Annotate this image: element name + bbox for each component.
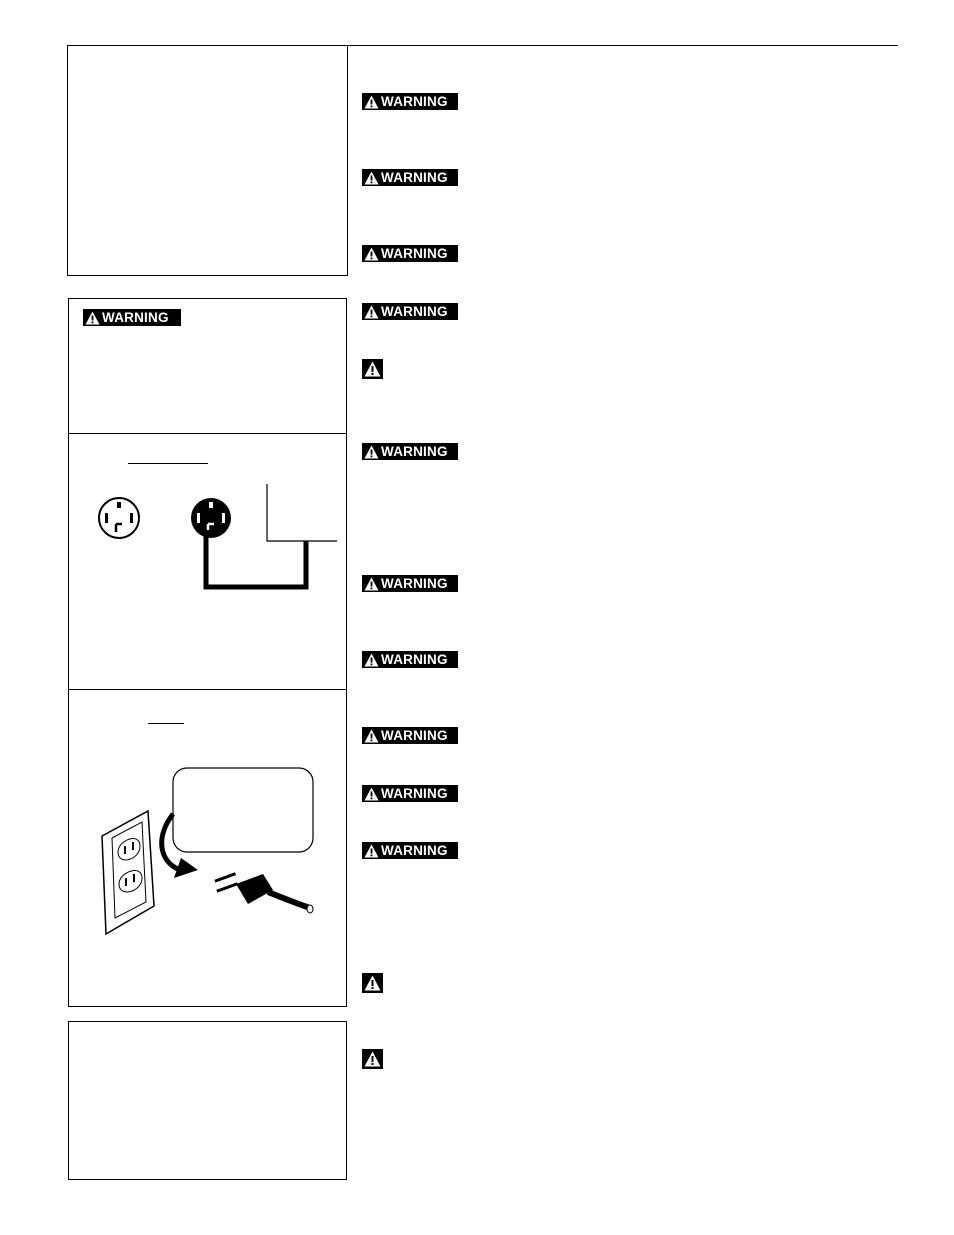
warning-triangle-icon: [364, 95, 379, 109]
warning-triangle-icon: [362, 973, 383, 993]
callout-bubble: [173, 768, 313, 852]
warning-badge: [362, 245, 458, 262]
heading-underline: [148, 723, 184, 724]
warning-triangle-icon: [85, 311, 100, 325]
three-prong-cord-icon: [191, 498, 306, 587]
info-box-top: [67, 45, 348, 276]
warning-label: WARNING: [381, 94, 448, 109]
warning-badge: [362, 651, 458, 668]
warning-label: WARNING: [381, 843, 448, 858]
warning-triangle-icon: [362, 1049, 383, 1069]
warning-label: WARNING: [381, 304, 448, 319]
grounded-outlet-figure: [98, 766, 318, 938]
grounded-plug-icon: [214, 872, 313, 913]
warning-badge: [362, 785, 458, 802]
four-prong-receptacle-icon: [99, 498, 139, 538]
header-rule: [347, 45, 898, 46]
warning-triangle-icon: [364, 247, 379, 261]
warning-label: WARNING: [381, 728, 448, 743]
warning-badge: [362, 575, 458, 592]
warning-label: WARNING: [381, 652, 448, 667]
grounded-wall-outlet-icon: [102, 811, 154, 934]
warning-badge: [83, 309, 181, 326]
info-box-bottom: [68, 1021, 347, 1180]
warning-label: WARNING: [381, 444, 448, 459]
four-prong-receptacle-figure: [90, 480, 350, 595]
warning-triangle-icon: [364, 445, 379, 459]
warning-badge: [362, 303, 458, 320]
warning-label: WARNING: [381, 246, 448, 261]
box-divider: [69, 433, 346, 434]
warning-label: WARNING: [381, 576, 448, 591]
warning-label: WARNING: [381, 786, 448, 801]
warning-triangle-icon: [364, 729, 379, 743]
box-divider: [69, 689, 346, 690]
callout-line: [267, 484, 337, 541]
warning-badge: [362, 93, 458, 110]
warning-triangle-icon: [364, 171, 379, 185]
warning-triangle-icon: [364, 653, 379, 667]
warning-triangle-icon: [364, 787, 379, 801]
warning-triangle-icon: [364, 577, 379, 591]
warning-badge: [362, 443, 458, 460]
warning-badge: [362, 169, 458, 186]
warning-label: WARNING: [102, 310, 169, 325]
warning-triangle-icon: [362, 359, 383, 379]
warning-badge: [362, 842, 458, 859]
warning-badge: [362, 727, 458, 744]
heading-underline: [128, 463, 208, 464]
warning-triangle-icon: [364, 844, 379, 858]
warning-triangle-icon: [364, 305, 379, 319]
warning-label: WARNING: [381, 170, 448, 185]
